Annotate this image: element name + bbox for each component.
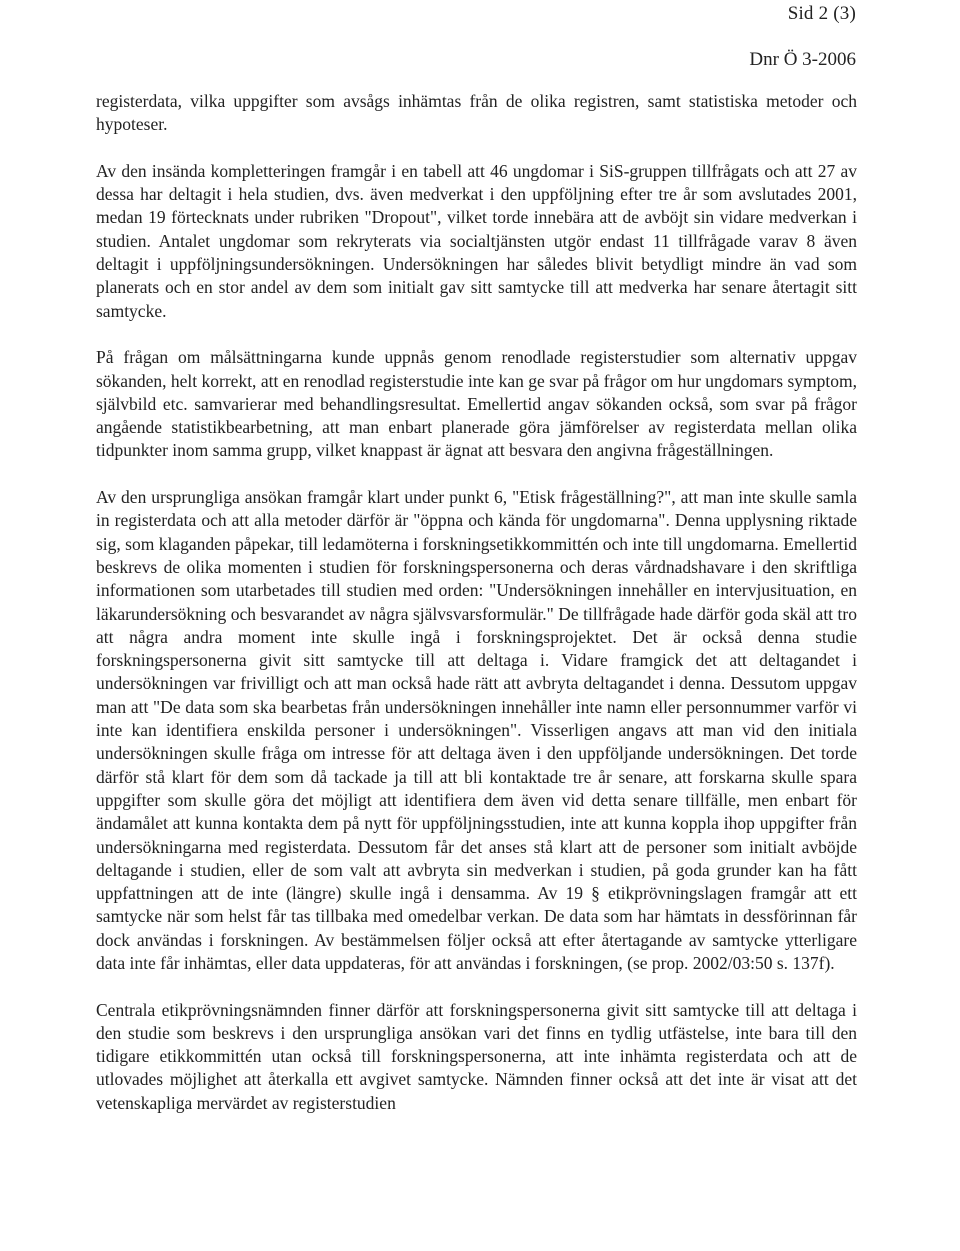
page-number: Sid 2 (3) [787, 3, 856, 24]
paragraph-2: Av den insända kompletteringen framgår i en tabell att 46 ungdomar i SiS-gruppen tillfrågats och att 27 av dessa har deltagit i hela studien, dvs. även medverkat i den uppföljning efter tre år som avslutades 2001, medan 19 förtecknats under rubriken "Dropout", vilket torde innebära att de avböjt sin vidare medverkan i studien. Antalet ungdomar som rekryterats via socialtjänsten utgör endast 11 tillfrågade varav 8 även deltagit i uppföljningsundersökningen. Undersökningen har således blivit betydligt mindre än vad som planerats och en stor andel av dem som initialt gav sitt samtycke till att medverka har senare återtagit sitt samtycke. [96, 160, 857, 321]
paragraph-3: På frågan om målsättningarna kunde uppnås genom renodlade registerstudier som alternativ uppgav sökanden, helt korrekt, att en renodlad registerstudie inte kan ge svar på frågor om hur ungdomars symptom, självbild etc. samvarierar med behandlingsresultat. Emellertid angav sökanden också, som svar på frågor angående statistikbearbetning, att man enbart planerade göra jämförelser av registerdata mellan olika tidpunkter inom samma grupp, vilket knappast är ägnat att besvara den angivna frågeställningen. [96, 347, 857, 461]
document-body [96, 90, 857, 1115]
reference-number: Dnr Ö 3-2006 [749, 49, 856, 70]
paragraph-1: registerdata, vilka uppgifter som avsågs inhämtas från de olika registren, samt statistiska metoder och hypoteser. [96, 91, 857, 135]
paragraph-5: Centrala etikprövningsnämnden finner därför att forskningspersonerna givit sitt samtycke till att deltaga i den studie som beskrevs i den ursprungliga ansökan vari det finns en tydlig utfästelse, inte bara till den tidigare etikkommittén utan också till forskningspersonerna, att inte inhämta registerdata och att de utlovades möjlighet att återkalla ett avgivet samtycke. Nämnden finner också att det inte är visat att det vetenskapliga mervärdet av registerstudien [96, 999, 857, 1113]
paragraph-4: Av den ursprungliga ansökan framgår klart under punkt 6, "Etisk frågeställning?", att man inte skulle samla in registerdata och att alla metoder därför är "öppna och kända för ungdomarna". Denna upplysning riktade sig, som klaganden påpekar, till ledamöterna i forskningsetikkommittén och inte till ungdomarna. Emellertid beskrevs de olika momenten i studien för forskningspersonerna och deras vårdnadshavare i den skriftliga informationen som utarbetades till studien med orden: "Undersökningen innehåller en intervjusituation, en läkarundersökning och besvarandet av några självsvarsformulär." De tillfrågade hade därför goda skäl att tro att några andra moment inte skulle ingå i forskningsprojektet. Det är också denna studie forskningspersonerna givit sitt samtycke till att deltaga i. Vidare framgick det att deltagandet i undersökningen var frivilligt och att man också hade rätt att avbryta deltagandet i denna. Dessutom uppgav man att "De data som ska bearbetas från undersökningen innehåller inte namn eller personnummer varför vi inte kan identifiera enskilda personer i undersökningen". Visserligen angavs att man vid den initiala undersökningen skulle fråga om intresse för att deltaga även i den uppföljande undersökningen. Det torde därför stå klart för dem som då tackade ja till att bli kontaktade tre år senare, att forskarna skulle spara uppgifter som skulle göra det möjligt att identifiera dem även vid detta senare tillfälle, men enbart för ändamålet att kunna kontakta dem på nytt för uppföljningsstudien, inte att kunna koppla ihop uppgifter från undersökningarna med registerdata. Dessutom får det anses stå klart att de personer som initialt avböjde deltagande i studien, eller de som valt att avbryta sin medverkan i studien, på goda grunder kan ha fått uppfattningen att de inte (längre) skulle ingå i densamma. Av 19 § etikprövningslagen framgår att ett samtycke när som helst får tas tillbaka med omedelbar verkan. De data som har hämtats in dessförinnan får dock användas i forskningen. Av bestämmelsen följer också att efter återtagande av samtycke ytterligare data inte får inhämtas, eller data uppdateras, för att användas i forskningen, (se prop. 2002/03:50 s. 137f). [96, 487, 857, 973]
